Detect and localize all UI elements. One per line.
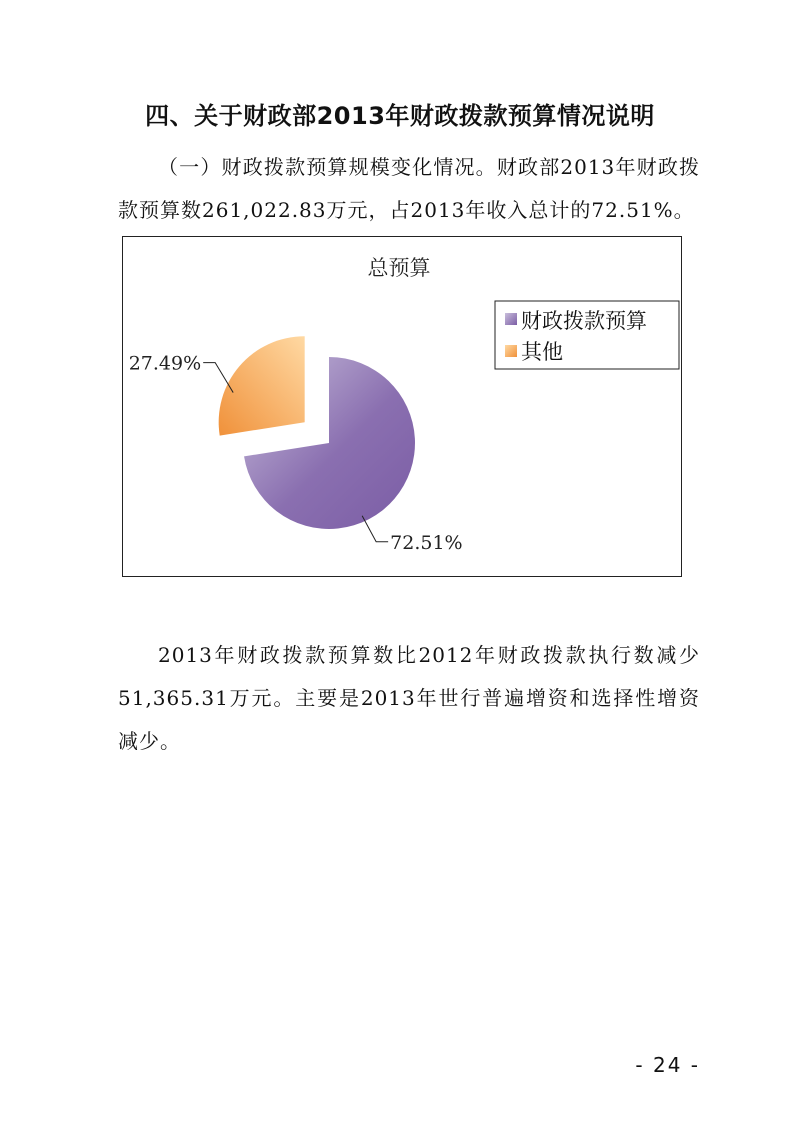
legend-label-0: 财政拨款预算 bbox=[521, 309, 647, 333]
legend-label-1: 其他 bbox=[521, 340, 563, 364]
pie-slice-1 bbox=[219, 336, 305, 435]
paragraph-2: 2013年财政拨款预算数比2012年财政拨款执行数减少51,365.31万元。主要是2013年世行普遍增资和选择性增资减少。 bbox=[118, 643, 700, 753]
data-label-1: 27.49% bbox=[128, 352, 202, 375]
data-label-0: 72.51% bbox=[390, 531, 463, 554]
pie-chart-svg bbox=[123, 237, 681, 576]
chart-title: 总预算 bbox=[367, 256, 431, 280]
paragraph-1: （一）财政拨款预算规模变化情况。财政部2013年财政拨款预算数261,022.83万元，占2013年收入总计的72.51%。 bbox=[118, 155, 700, 222]
section-heading: 四、关于财政部2013年财政拨款预算情况说明 bbox=[145, 102, 655, 130]
legend-swatch-0 bbox=[505, 313, 517, 325]
pie-chart bbox=[122, 236, 682, 577]
chart-legend bbox=[495, 301, 679, 369]
page-number: - 24 - bbox=[635, 1053, 700, 1077]
legend-swatch-1 bbox=[505, 345, 517, 357]
